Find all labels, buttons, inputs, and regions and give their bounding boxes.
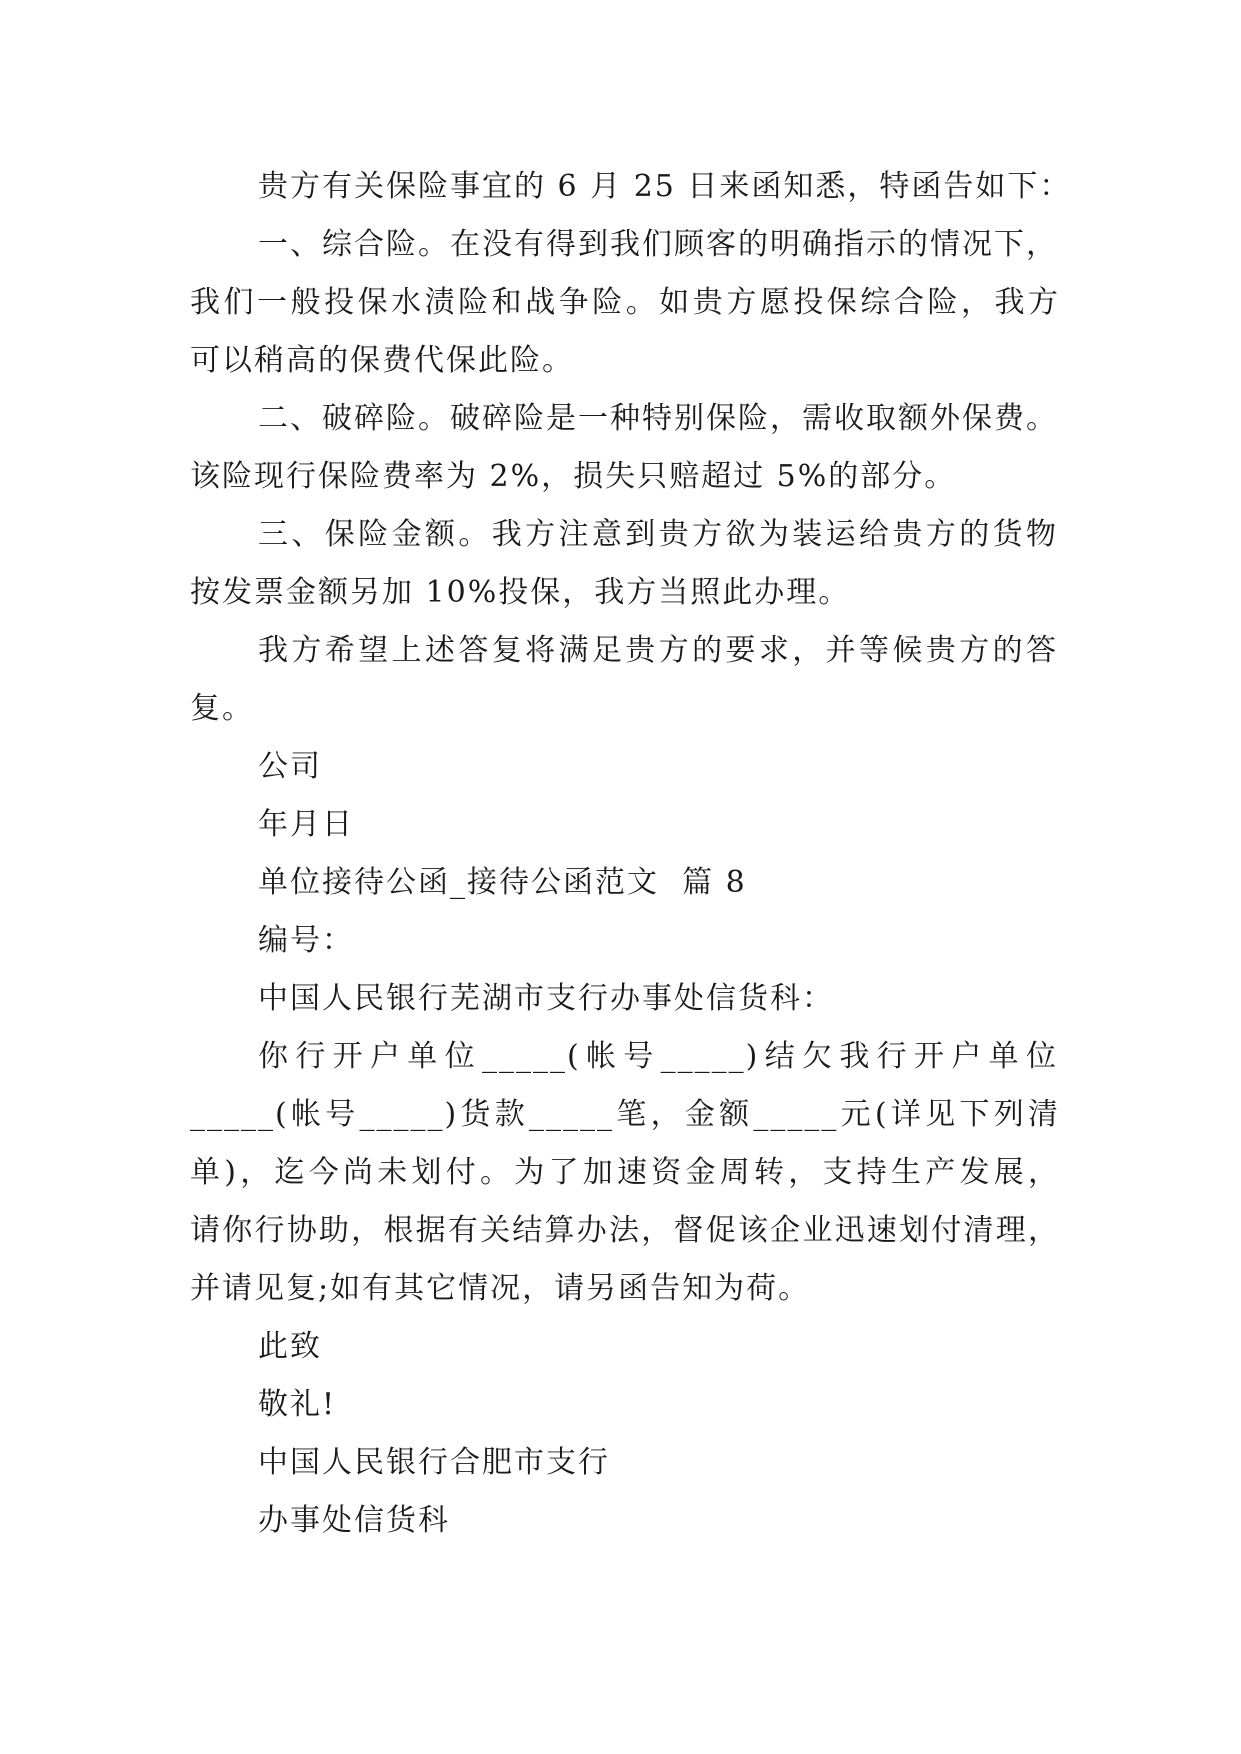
section-title: 单位接待公函_接待公函范文 篇 8	[258, 865, 747, 900]
sender-department: 办事处信货科	[258, 1503, 450, 1538]
body-line3: 单)，迄今尚未划付。为了加速资金周转，支持生产发展，	[190, 1155, 1060, 1190]
sender-bank: 中国人民银行合肥市支行	[258, 1445, 610, 1480]
paragraph-comprehensive-risk-line2: 我们一般投保水渍险和战争险。如贵方愿投保综合险，我方	[190, 285, 1060, 320]
paragraph-breakage-risk-line1: 二、破碎险。破碎险是一种特别保险，需收取额外保费。	[258, 401, 1058, 436]
signature-date: 年月日	[258, 807, 354, 842]
paragraph-closing-line2: 复。	[190, 691, 254, 726]
paragraph-insured-amount-line2: 按发票金额另加 10%投保，我方当照此办理。	[190, 575, 851, 610]
paragraph-insured-amount-line1: 三、保险金额。我方注意到贵方欲为装运给贵方的货物	[258, 517, 1058, 552]
salutation-line1: 此致	[258, 1329, 322, 1364]
paragraph-reply-intro: 贵方有关保险事宜的 6 月 25 日来函知悉，特函告如下：	[258, 169, 1072, 204]
paragraph-closing-line1: 我方希望上述答复将满足贵方的要求，并等候贵方的答	[258, 633, 1058, 668]
paragraph-comprehensive-risk-line3: 可以稍高的保费代保此险。	[190, 343, 574, 378]
body-line4: 请你行协助，根据有关结算办法，督促该企业迅速划付清理，	[190, 1213, 1060, 1248]
salutation-line2: 敬礼!	[258, 1387, 337, 1422]
paragraph-breakage-risk-line2: 该险现行保险费率为 2%，损失只赔超过 5%的部分。	[190, 459, 957, 494]
body-line5: 并请见复;如有其它情况，请另函告知为荷。	[190, 1271, 811, 1306]
recipient: 中国人民银行芜湖市支行办事处信货科：	[258, 981, 834, 1016]
signature-company: 公司	[258, 749, 322, 784]
body-line2: _____(帐号_____)货款_____笔，金额_____元(详见下列清	[190, 1097, 1060, 1132]
paragraph-comprehensive-risk-line1: 一、综合险。在没有得到我们顾客的明确指示的情况下，	[258, 227, 1058, 262]
reference-number-label: 编号：	[258, 923, 354, 958]
body-line1: 你行开户单位_____(帐号_____)结欠我行开户单位	[258, 1039, 1058, 1074]
